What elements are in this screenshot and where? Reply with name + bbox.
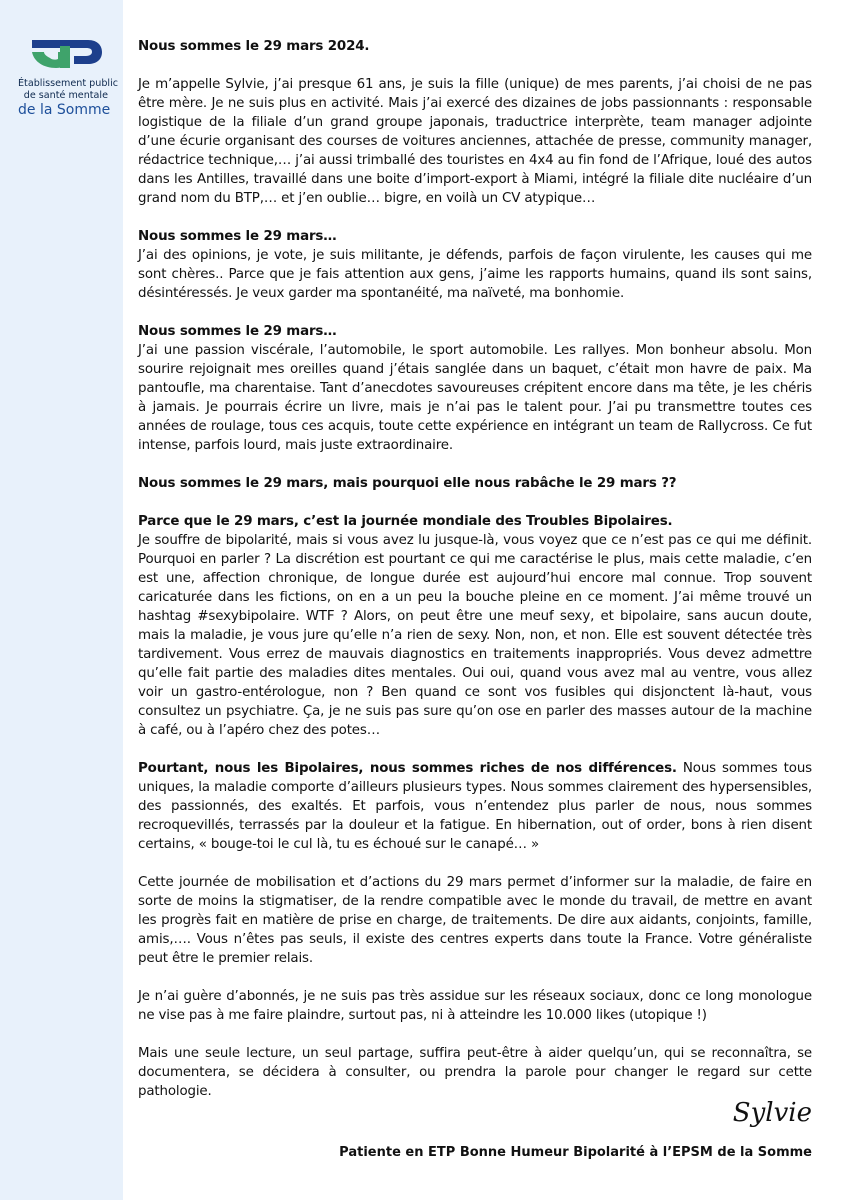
paragraph-mobilisation: Cette journée de mobilisation et d’actions du 29 mars permet d’informer sur la maladie, de faire en sorte de moins la stigmatiser, de la rendre compatible avec le monde du travail, de mettre en avant les progrès fait en matière de prise en charge, de traitements. De dire aux aidants, conjoints, famille, amis,…. Vous n’êtes pas seuls, il existe des centres experts dans toute la France. Votre généraliste peut être le premier relais. [138, 875, 812, 966]
paragraph-differences-text: Nous sommes tous uniques, la maladie comporte d’ailleurs plusieurs types. Nous sommes clairement des hypersensibles, des passionnés, des exaltés. Et parfois, vous n’entendez plus parler de nous, nous sommes recroquevillés, terrassés par la douleur et la fatigue. En hibernation, out of order, bons à rien disent certains, « bouge-toi le cul là, tu es échoué sur le canapé… » [138, 761, 812, 852]
paragraph-differences [138, 759, 812, 854]
heading-differences: Pourtant, nous les Bipolaires, nous sommes riches de nos différences. [138, 761, 677, 776]
logo-line-3: de la Somme [18, 102, 111, 118]
paragraph-bipolarity: Je souffre de bipolarité, mais si vous avez lu jusque-là, vous voyez que ce n’est pas ce qui me définit. Pourquoi en parler ? La discrétion est pourtant ce qui me caractérise le plus, mais cette maladie, c’en est une, affection chronique, de longue durée est aujourd’hui encore mal connue. Trop souvent caricaturée dans les fictions, on en a un peu la bouche pleine en ce moment. J’ai même trouvé un hashtag #sexybipolaire. WTF ? Alors, on peut être une meuf sexy, et bipolaire, sans aucun doute, mais la maladie, je vous jure qu’elle n’a rien de sexy. Non, non, et non. Elle est souvent détectée très tardivement. Vous errez de mauvais diagnostics en traitements inappropriés. Vous devez admettre qu’elle fait partie des maladies dites mentales. Oui oui, quand vous avez mal au ventre, vous allez voir un gastro-entérologue, non ? Ben quand ce sont vos fusibles qui disjonctent là-haut, vous consultez un psychiatre. Ça, je ne suis pas sure qu’on ose en parler des masses autour de la machine à café, ou à l’apéro chez des potes… [138, 533, 812, 738]
letter-title: Nous sommes le 29 mars 2024. [138, 39, 370, 54]
letter-body [138, 37, 812, 1101]
heading-passion: Nous sommes le 29 mars… [138, 324, 337, 339]
signature-caption: Patiente en ETP Bonne Humeur Bipolarité à l’EPSM de la Somme [339, 1145, 812, 1160]
heading-why: Nous sommes le 29 mars, mais pourquoi elle nous rabâche le 29 mars ?? [138, 476, 677, 491]
logo-line-1: Établissement public [18, 78, 119, 89]
paragraph-closing: Mais une seule lecture, un seul partage, suffira peut-être à aider quelqu’un, qui se reconnaîtra, se documentera, se décidera à consulter, ou prendra la parole pour changer le regard sur cette pathologie. [138, 1046, 812, 1099]
epsm-logo-icon [28, 36, 104, 70]
sidebar [0, 0, 123, 1200]
epsm-logo [18, 36, 118, 118]
paragraph-opinions: J’ai des opinions, je vote, je suis militante, je défends, parfois de façon virulente, les causes qui me sont chères.. Parce que je fais attention aux gens, j’aime les rapports humains, quand ils sont sains, désintéressés. Je veux garder ma spontanéité, ma naïveté, ma bonhomie. [138, 248, 812, 301]
heading-world-day: Parce que le 29 mars, c’est la journée mondiale des Troubles Bipolaires. [138, 514, 673, 529]
logo-line-2: de santé mentale [23, 90, 108, 101]
paragraph-followers: Je n’ai guère d’abonnés, je ne suis pas très assidue sur les réseaux sociaux, donc ce long monologue ne vise pas à me faire plaindre, surtout pas, ni à atteindre les 10.000 likes (utopique !) [138, 989, 812, 1023]
paragraph-passion: J’ai une passion viscérale, l’automobile, le sport automobile. Les rallyes. Mon bonheur absolu. Mon sourire rejoignait mes oreilles quand j’étais sanglée dans un baquet, c’était mon havre de paix. Ma pantoufle, ma charentaise. Tant d’anecdotes savoureuses crépitent encore dans ma tête, je les chéris à jamais. Je pourrais écrire un livre, mais je n’ai pas le talent pour. J’ai pu transmettre toutes ces années de roulage, tous ces acquis, toute cette expérience en intégrant un team de Rallycross. Ce fut intense, parfois lourd, mais juste extraordinaire. [138, 343, 812, 453]
paragraph-intro: Je m’appelle Sylvie, j’ai presque 61 ans, je suis la fille (unique) de mes parents, j’ai choisi de ne pas être mère. Je ne suis plus en activité. Mais j’ai exercé des dizaines de jobs passionnants : responsable logistique de la filiale d’un grand groupe japonais, traductrice interprète, team manager adjointe d’une écurie organisant des courses de voitures anciennes, attachée de presse, community manager, rédactrice technique,… j’ai aussi trimballé des touristes en 4x4 au fin fond de l’Afrique, loué des autos dans les Antilles, travaillé dans une boite d’import-export à Miami, intégré la filiale dite nucléaire d’un grand nom du BTP,… et j’en oublie… bigre, en voilà un CV atypique… [138, 77, 812, 206]
signature: Sylvie [732, 1098, 812, 1128]
heading-opinions: Nous sommes le 29 mars… [138, 229, 337, 244]
